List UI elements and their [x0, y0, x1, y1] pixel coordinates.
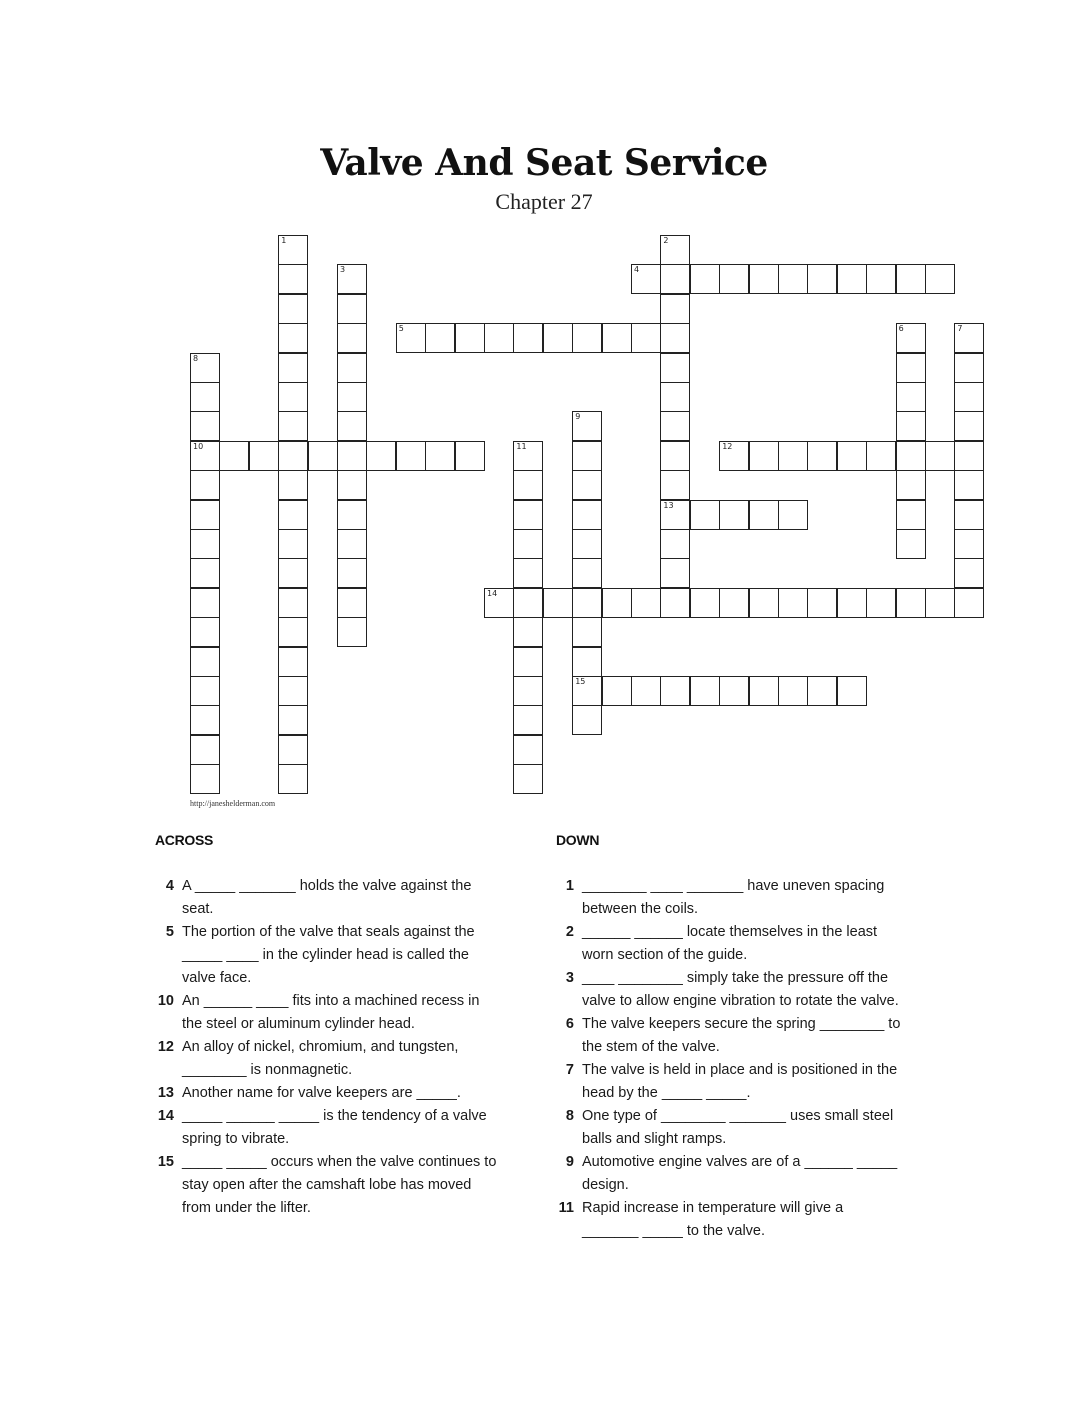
across-clue	[152, 1082, 502, 1105]
clue-number: 14	[157, 1108, 174, 1124]
clue-text: _____ _____ occurs when the valve continues to stay open after the camshaft lobe has moved from under the lifter.	[182, 1154, 497, 1216]
crossword-cell[interactable]	[954, 353, 984, 383]
crossword-cell[interactable]	[366, 441, 396, 471]
puzzle-title: Valve And Seat Service	[320, 142, 768, 184]
across-clue	[152, 875, 502, 921]
down-clue	[552, 1105, 902, 1151]
crossword-cell[interactable]	[513, 647, 543, 677]
crossword-cell[interactable]	[807, 264, 837, 294]
crossword-cell[interactable]	[572, 676, 602, 706]
cell-number: 2	[663, 236, 669, 245]
crossword-cell[interactable]	[543, 323, 573, 353]
crossword-cell[interactable]	[660, 676, 690, 706]
puzzle-subtitle: Chapter 27	[495, 189, 593, 214]
clue-text: Another name for valve keepers are _____.	[182, 1085, 461, 1101]
clue-number: 2	[565, 924, 574, 940]
crossword-cell[interactable]	[690, 264, 720, 294]
cell-number: 8	[193, 353, 199, 363]
crossword-cell[interactable]	[278, 470, 308, 500]
crossword-cell[interactable]	[337, 529, 367, 559]
crossword-cell[interactable]	[190, 411, 220, 441]
down-clue	[552, 1151, 902, 1197]
clue-text: The valve is held in place and is positioned in the head by the _____ _____.	[582, 1062, 898, 1101]
crossword-cell[interactable]	[278, 647, 308, 677]
down-clue	[552, 1059, 902, 1105]
crossword-cell[interactable]	[278, 294, 308, 324]
crossword-cell[interactable]	[278, 353, 308, 383]
crossword-cell[interactable]	[954, 382, 984, 412]
down-clue	[552, 921, 902, 967]
clue-number: 7	[565, 1062, 574, 1078]
crossword-cell[interactable]	[837, 676, 867, 706]
crossword-cell[interactable]	[190, 353, 220, 383]
crossword-cell[interactable]	[954, 588, 984, 618]
crossword-cell[interactable]	[660, 294, 690, 324]
crossword-cell[interactable]	[190, 647, 220, 677]
across-clue	[152, 1036, 502, 1082]
crossword-cell[interactable]	[896, 411, 926, 441]
crossword-cell[interactable]	[837, 441, 867, 471]
crossword-cell[interactable]	[572, 558, 602, 588]
crossword-cell[interactable]	[572, 529, 602, 559]
crossword-cell[interactable]	[190, 441, 220, 471]
crossword-cell[interactable]	[278, 264, 308, 294]
crossword-cell[interactable]	[602, 323, 632, 353]
crossword-cell[interactable]	[572, 705, 602, 735]
crossword-cell[interactable]	[954, 411, 984, 441]
cell-number: 14	[487, 588, 498, 598]
clue-number: 12	[157, 1039, 174, 1055]
clue-number: 8	[565, 1108, 574, 1124]
crossword-cell[interactable]	[278, 529, 308, 559]
crossword-cell[interactable]	[219, 441, 249, 471]
cell-number: 10	[193, 441, 204, 451]
crossword-cell[interactable]	[807, 441, 837, 471]
crossword-cell[interactable]	[278, 705, 308, 735]
crossword-cell[interactable]	[660, 558, 690, 588]
crossword-cell[interactable]	[690, 500, 720, 530]
down-clue	[552, 1013, 902, 1059]
across-clue	[152, 1105, 502, 1151]
crossword-cell[interactable]	[925, 264, 955, 294]
crossword-cell[interactable]	[278, 735, 308, 765]
clue-text: The portion of the valve that seals against the _____ ____ in the cylinder head is called the valve face.	[182, 924, 475, 986]
crossword-cell[interactable]	[190, 764, 220, 794]
crossword-cell[interactable]	[778, 500, 808, 530]
clue-number: 9	[565, 1154, 574, 1170]
crossword-cell[interactable]	[954, 441, 984, 471]
crossword-cell[interactable]	[572, 323, 602, 353]
crossword-cell[interactable]	[660, 382, 690, 412]
crossword-cell[interactable]	[308, 441, 338, 471]
crossword-cell[interactable]	[954, 323, 984, 353]
down-clue	[552, 875, 902, 921]
clue-number: 4	[165, 878, 174, 894]
cell-number: 9	[575, 412, 581, 422]
down-clue	[552, 967, 902, 1013]
crossword-cell[interactable]	[337, 588, 367, 618]
crossword-cell[interactable]	[896, 470, 926, 500]
crossword-cell[interactable]	[425, 441, 455, 471]
crossword-cell[interactable]	[513, 441, 543, 471]
crossword-cell[interactable]	[513, 764, 543, 794]
crossword-cell[interactable]	[749, 441, 779, 471]
crossword-cell[interactable]	[778, 441, 808, 471]
clue-number: 5	[165, 924, 174, 940]
crossword-cell[interactable]	[337, 441, 367, 471]
crossword-cell[interactable]	[896, 353, 926, 383]
clue-number: 3	[565, 970, 574, 986]
crossword-cell[interactable]	[954, 470, 984, 500]
across-clue	[152, 990, 502, 1036]
crossword-cell[interactable]	[749, 588, 779, 618]
crossword-cell[interactable]	[455, 323, 485, 353]
cell-number: 4	[634, 265, 640, 275]
crossword-cell[interactable]	[190, 588, 220, 618]
crossword-cell[interactable]	[190, 529, 220, 559]
crossword-cell[interactable]	[660, 235, 690, 265]
crossword-cell[interactable]	[896, 382, 926, 412]
crossword-cell[interactable]	[631, 264, 661, 294]
crossword-cell[interactable]	[337, 264, 367, 294]
clue-number: 13	[157, 1085, 174, 1101]
crossword-cell[interactable]	[749, 264, 779, 294]
crossword-cell[interactable]	[660, 529, 690, 559]
cell-number: 3	[340, 265, 346, 275]
crossword-cell[interactable]	[513, 529, 543, 559]
crossword-cell[interactable]	[896, 441, 926, 471]
credit-url: http://janeshelderman.com	[190, 799, 276, 808]
crossword-cell[interactable]	[190, 676, 220, 706]
crossword-cell[interactable]	[513, 500, 543, 530]
crossword-cell[interactable]	[778, 676, 808, 706]
across-clue	[152, 1151, 502, 1220]
crossword-cell[interactable]	[337, 294, 367, 324]
crossword-cell[interactable]	[954, 500, 984, 530]
crossword-cell[interactable]	[660, 264, 690, 294]
crossword-cell[interactable]	[278, 235, 308, 265]
crossword-cell[interactable]	[190, 735, 220, 765]
crossword-cell[interactable]	[602, 676, 632, 706]
crossword-cell[interactable]	[190, 470, 220, 500]
crossword-cell[interactable]	[513, 676, 543, 706]
crossword-cell[interactable]	[190, 382, 220, 412]
crossword-cell[interactable]	[513, 617, 543, 647]
cell-number: 7	[957, 324, 963, 334]
crossword-cell[interactable]	[572, 500, 602, 530]
crossword-cell[interactable]	[954, 529, 984, 559]
crossword-cell[interactable]	[660, 500, 690, 530]
crossword-cell[interactable]	[866, 264, 896, 294]
cell-number: 6	[898, 324, 904, 334]
crossword-cell[interactable]	[572, 441, 602, 471]
cell-number: 1	[281, 236, 287, 245]
clue-text: Automotive engine valves are of a ______ _____ design.	[582, 1154, 898, 1193]
crossword-cell[interactable]	[631, 323, 661, 353]
across-heading: ACROSS	[155, 832, 214, 848]
crossword-cell[interactable]	[572, 647, 602, 677]
crossword-cell[interactable]	[954, 558, 984, 588]
cell-number: 5	[398, 324, 404, 334]
crossword-cell[interactable]	[690, 676, 720, 706]
clue-number: 10	[157, 993, 174, 1009]
crossword-cell[interactable]	[513, 735, 543, 765]
clue-text: A _____ _______ holds the valve against the seat.	[182, 878, 472, 917]
clue-text: _____ ______ _____ is the tendency of a valve spring to vibrate.	[182, 1108, 487, 1147]
crossword-cell[interactable]	[572, 411, 602, 441]
crossword-cell[interactable]	[602, 588, 632, 618]
crossword-cell[interactable]	[278, 441, 308, 471]
crossword-cell[interactable]	[866, 441, 896, 471]
clue-number: 1	[565, 878, 574, 894]
crossword-cell[interactable]	[896, 588, 926, 618]
crossword-cell[interactable]	[660, 411, 690, 441]
crossword-cell[interactable]	[837, 264, 867, 294]
crossword-cell[interactable]	[660, 588, 690, 618]
crossword-cell[interactable]	[278, 617, 308, 647]
crossword-cell[interactable]	[896, 529, 926, 559]
crossword-cell[interactable]	[278, 382, 308, 412]
crossword-cell[interactable]	[278, 676, 308, 706]
crossword-cell[interactable]	[337, 617, 367, 647]
crossword-cell[interactable]	[631, 588, 661, 618]
clue-number: 6	[565, 1016, 574, 1032]
clue-text: Rapid increase in temperature will give a _______ _____ to the valve.	[582, 1200, 844, 1239]
crossword-cell[interactable]	[484, 588, 514, 618]
crossword-cell[interactable]	[278, 323, 308, 353]
crossword-cell[interactable]	[337, 353, 367, 383]
clue-text: The valve keepers secure the spring ________ to the stem of the valve.	[582, 1016, 901, 1055]
crossword-cell[interactable]	[513, 705, 543, 735]
crossword-cell[interactable]	[572, 588, 602, 618]
cell-number: 11	[516, 441, 527, 451]
clue-text: ____ ________ simply take the pressure off the valve to allow engine vibration to rotate the valve.	[582, 970, 899, 1009]
across-clue	[152, 921, 502, 990]
crossword-cell[interactable]	[425, 323, 455, 353]
crossword-cell[interactable]	[925, 588, 955, 618]
crossword-cell[interactable]	[396, 323, 426, 353]
across-clue-list	[152, 875, 502, 1220]
crossword-cell[interactable]	[543, 588, 573, 618]
crossword-cell[interactable]	[455, 441, 485, 471]
crossword-cell[interactable]	[660, 441, 690, 471]
crossword-cell[interactable]	[396, 441, 426, 471]
crossword-cell[interactable]	[513, 558, 543, 588]
crossword-cell[interactable]	[660, 470, 690, 500]
crossword-cell[interactable]	[925, 441, 955, 471]
clue-text: An ______ ____ fits into a machined recess in the steel or aluminum cylinder head.	[182, 993, 480, 1032]
crossword-cell[interactable]	[278, 558, 308, 588]
crossword-cell[interactable]	[896, 264, 926, 294]
crossword-cell[interactable]	[513, 323, 543, 353]
crossword-cell[interactable]	[660, 323, 690, 353]
crossword-cell[interactable]	[337, 500, 367, 530]
crossword-cell[interactable]	[719, 588, 749, 618]
clue-text: ______ ______ locate themselves in the least worn section of the guide.	[582, 924, 878, 963]
clue-text: One type of ________ _______ uses small steel balls and slight ramps.	[582, 1108, 894, 1147]
crossword-cell[interactable]	[278, 411, 308, 441]
cell-number: 12	[722, 441, 733, 451]
crossword-cell[interactable]	[278, 764, 308, 794]
crossword-cell[interactable]	[896, 500, 926, 530]
crossword-cell[interactable]	[749, 500, 779, 530]
crossword-cell[interactable]	[719, 500, 749, 530]
crossword-cell[interactable]	[190, 558, 220, 588]
crossword-cell[interactable]	[484, 323, 514, 353]
down-clue-list	[552, 875, 902, 1243]
crossword-cell[interactable]	[631, 676, 661, 706]
crossword-cell[interactable]	[337, 382, 367, 412]
crossword-cell[interactable]	[719, 676, 749, 706]
down-heading: DOWN	[556, 832, 600, 848]
crossword-cell[interactable]	[778, 264, 808, 294]
down-clue	[552, 1197, 902, 1243]
clue-number: 11	[558, 1200, 574, 1216]
crossword-cell[interactable]	[337, 470, 367, 500]
cell-number: 15	[575, 677, 586, 686]
cell-number: 13	[663, 500, 674, 510]
crossword-cell[interactable]	[278, 500, 308, 530]
clue-number: 15	[157, 1154, 174, 1170]
crossword-cell[interactable]	[690, 588, 720, 618]
crossword-cell[interactable]	[719, 441, 749, 471]
clue-text: ________ ____ _______ have uneven spacing between the coils.	[582, 878, 885, 917]
crossword-cell[interactable]	[278, 588, 308, 618]
crossword-cell[interactable]	[337, 558, 367, 588]
crossword-cell[interactable]	[190, 617, 220, 647]
crossword-cell[interactable]	[190, 500, 220, 530]
crossword-cell[interactable]	[807, 588, 837, 618]
crossword-cell[interactable]	[660, 353, 690, 383]
crossword-cell[interactable]	[807, 676, 837, 706]
crossword-cell[interactable]	[190, 705, 220, 735]
crossword-cell[interactable]	[572, 470, 602, 500]
crossword-cell[interactable]	[749, 676, 779, 706]
crossword-cell[interactable]	[337, 411, 367, 441]
crossword-cell[interactable]	[896, 323, 926, 353]
crossword-cell[interactable]	[866, 588, 896, 618]
crossword-cell[interactable]	[778, 588, 808, 618]
crossword-cell[interactable]	[337, 323, 367, 353]
crossword-cell[interactable]	[249, 441, 279, 471]
crossword-cell[interactable]	[837, 588, 867, 618]
clue-text: An alloy of nickel, chromium, and tungsten, ________ is nonmagnetic.	[182, 1039, 459, 1078]
crossword-cell[interactable]	[513, 470, 543, 500]
crossword-cell[interactable]	[513, 588, 543, 618]
crossword-cell[interactable]	[572, 617, 602, 647]
crossword-cell[interactable]	[719, 264, 749, 294]
